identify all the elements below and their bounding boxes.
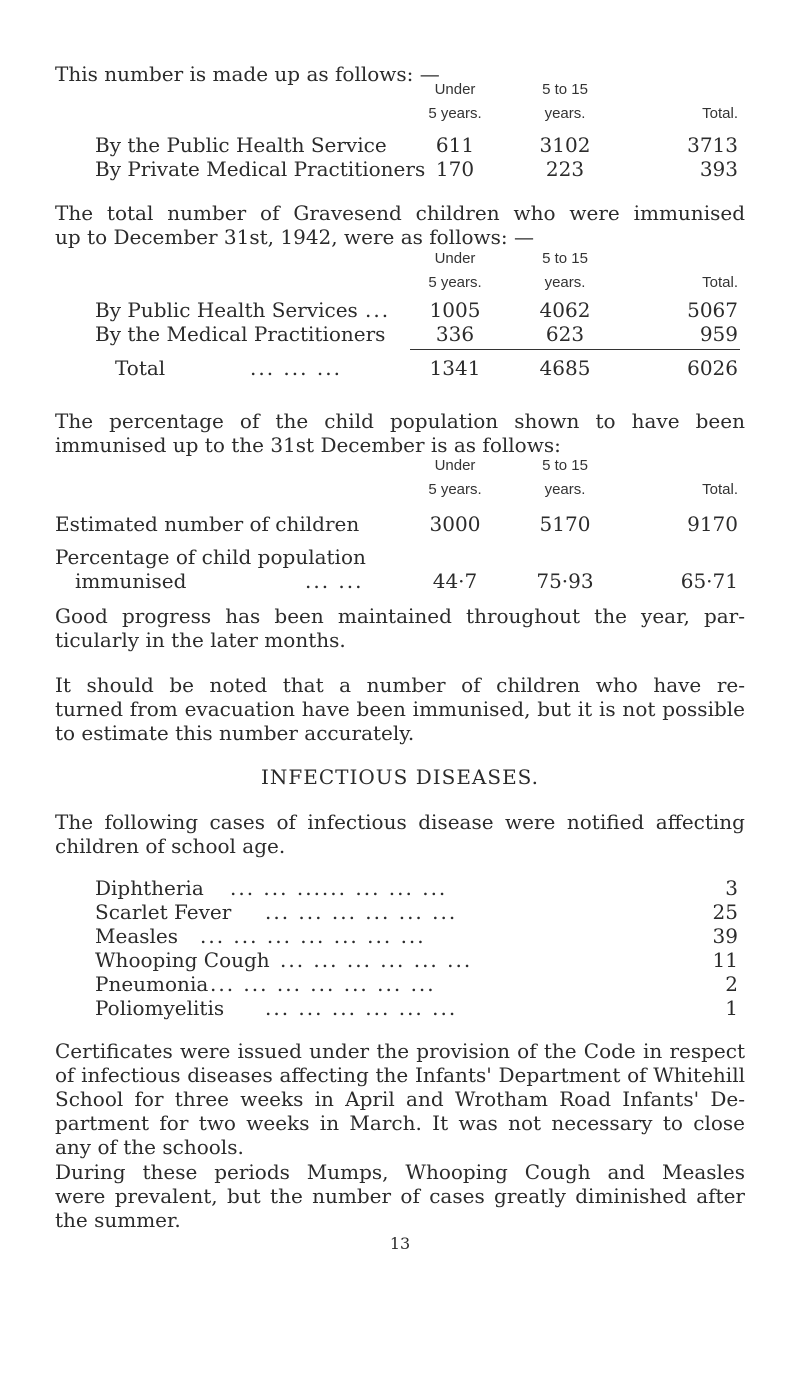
para-certificates-line5: any of the schools.: [55, 1135, 244, 1159]
disease-count: 3: [725, 876, 738, 900]
cell-total: 3713: [687, 133, 738, 157]
cell-under5: 1005: [429, 298, 481, 322]
row-label: By Public Health Services: [95, 298, 358, 322]
para-periods-line1: During these periods Mumps, Whooping Cough and Measles: [55, 1160, 745, 1184]
list-item: [0, 972, 800, 996]
cell-5to15: 4062: [539, 298, 591, 322]
list-item: [0, 924, 800, 948]
para-evacuation-line3: to estimate this number accurately.: [55, 721, 415, 745]
page-number: 13: [389, 1234, 411, 1253]
leader-dots: ... ... ... ... ... ...: [280, 948, 473, 972]
para-percentage-line2: immunised up to the 31st December is as follows:: [55, 433, 561, 457]
cell-total: 5067: [687, 298, 738, 322]
table-total-row: [0, 356, 800, 380]
t2-header-total: Total.: [702, 274, 738, 291]
table-row: [0, 133, 800, 157]
para-certificates-line3: School for three weeks in April and Wrotham Road Infants' De-: [55, 1087, 745, 1111]
t3-header-under-a: Under: [434, 457, 476, 474]
cell-5to15: 4685: [539, 356, 591, 380]
disease-name: Poliomyelitis: [95, 996, 225, 1020]
t1-header-under-b: 5 years.: [428, 105, 482, 122]
cell-total: 65·71: [680, 569, 738, 593]
cell-total: 959: [699, 322, 738, 346]
disease-name: Diphtheria: [95, 876, 204, 900]
list-item: [0, 948, 800, 972]
list-item: [0, 996, 800, 1020]
cell-under5: 170: [435, 157, 475, 181]
row-label: By Private Medical Practitioners: [95, 157, 426, 181]
leader-dots: ... ... ...: [250, 356, 342, 380]
row-label: Total: [115, 356, 166, 380]
t3-header-5to15-a: 5 to 15: [542, 457, 588, 474]
table-row: [0, 322, 800, 346]
t1-header-5to15-b: years.: [544, 105, 586, 122]
section-heading: INFECTIOUS DISEASES.: [260, 765, 540, 789]
para-notified-line2: children of school age.: [55, 834, 286, 858]
leader-dots: ... ... ... ... ... ...: [265, 900, 458, 924]
para-certificates-line2: of infectious diseases affecting the Infants' Department of Whitehill: [55, 1063, 745, 1087]
table-row-label-a: [0, 545, 800, 569]
row-label: By the Medical Practitioners: [95, 322, 386, 346]
leader-dots: ... ... ...... ... ... ...: [230, 876, 448, 900]
table-row: [0, 569, 800, 593]
t2-header-under-a: Under: [434, 250, 476, 267]
cell-5to15: 75·93: [536, 569, 594, 593]
row-label: immunised: [75, 569, 187, 593]
leader-dots: ...: [365, 298, 391, 322]
table-row: [0, 157, 800, 181]
cell-under5: 1341: [429, 356, 481, 380]
t1-header-5to15-a: 5 to 15: [542, 81, 588, 98]
t3-header-5to15-b: years.: [544, 481, 586, 498]
total-divider: [410, 349, 740, 350]
table-row: [0, 298, 800, 322]
para-periods-line2: were prevalent, but the number of cases greatly diminished after: [55, 1184, 745, 1208]
para-progress-line1: Good progress has been maintained throughout the year, par-: [55, 604, 745, 628]
cell-under5: 611: [435, 133, 475, 157]
disease-name: Scarlet Fever: [95, 900, 232, 924]
para-percentage-line1: The percentage of the child population shown to have been: [55, 409, 745, 433]
list-item: [0, 900, 800, 924]
para-certificates-line1: Certificates were issued under the provision of the Code in respect: [55, 1039, 745, 1063]
row-label: Estimated number of children: [55, 512, 360, 536]
leader-dots: ... ... ... ... ... ... ...: [210, 972, 436, 996]
para-total-number-line2: up to December 31st, 1942, were as follows: —: [55, 225, 534, 249]
t2-header-5to15-a: 5 to 15: [542, 250, 588, 267]
t1-header-under-a: Under: [434, 81, 476, 98]
leader-dots: ... ... ... ... ... ...: [265, 996, 458, 1020]
disease-name: Measles: [95, 924, 178, 948]
cell-5to15: 5170: [539, 512, 591, 536]
cell-under5: 3000: [429, 512, 481, 536]
t3-header-total: Total.: [702, 481, 738, 498]
row-label: Percentage of child population: [55, 545, 366, 569]
row-label: By the Public Health Service: [95, 133, 387, 157]
para-evacuation-line2: turned from evacuation have been immunised, but it is not possible: [55, 697, 745, 721]
cell-under5: 336: [435, 322, 475, 346]
cell-total: 393: [699, 157, 738, 181]
disease-count: 25: [712, 900, 738, 924]
para-total-number-line1: The total number of Gravesend children who were immunised: [55, 201, 745, 225]
para-notified-line1: The following cases of infectious disease were notified affecting: [55, 810, 745, 834]
t2-header-under-b: 5 years.: [428, 274, 482, 291]
cell-total: 6026: [687, 356, 738, 380]
cell-under5: 44·7: [432, 569, 478, 593]
cell-5to15: 3102: [539, 133, 591, 157]
cell-5to15: 223: [545, 157, 585, 181]
disease-count: 2: [725, 972, 738, 996]
list-item: [0, 876, 800, 900]
intro-text: This number is made up as follows: —: [55, 62, 440, 86]
disease-count: 39: [712, 924, 738, 948]
table-row: [0, 512, 800, 536]
t2-header-5to15-b: years.: [544, 274, 586, 291]
disease-count: 1: [725, 996, 738, 1020]
leader-dots: ... ...: [305, 569, 364, 593]
disease-count: 11: [712, 948, 738, 972]
t3-header-under-b: 5 years.: [428, 481, 482, 498]
disease-name: Whooping Cough: [95, 948, 270, 972]
cell-total: 9170: [687, 512, 738, 536]
para-certificates-line4: partment for two weeks in March. It was not necessary to close: [55, 1111, 745, 1135]
para-evacuation-line1: It should be noted that a number of children who have re-: [55, 673, 745, 697]
t1-header-total: Total.: [702, 105, 738, 122]
leader-dots: ... ... ... ... ... ... ...: [200, 924, 426, 948]
para-progress-line2: ticularly in the later months.: [55, 628, 346, 652]
cell-5to15: 623: [545, 322, 585, 346]
para-periods-line3: the summer.: [55, 1208, 181, 1232]
disease-name: Pneumonia: [95, 972, 209, 996]
